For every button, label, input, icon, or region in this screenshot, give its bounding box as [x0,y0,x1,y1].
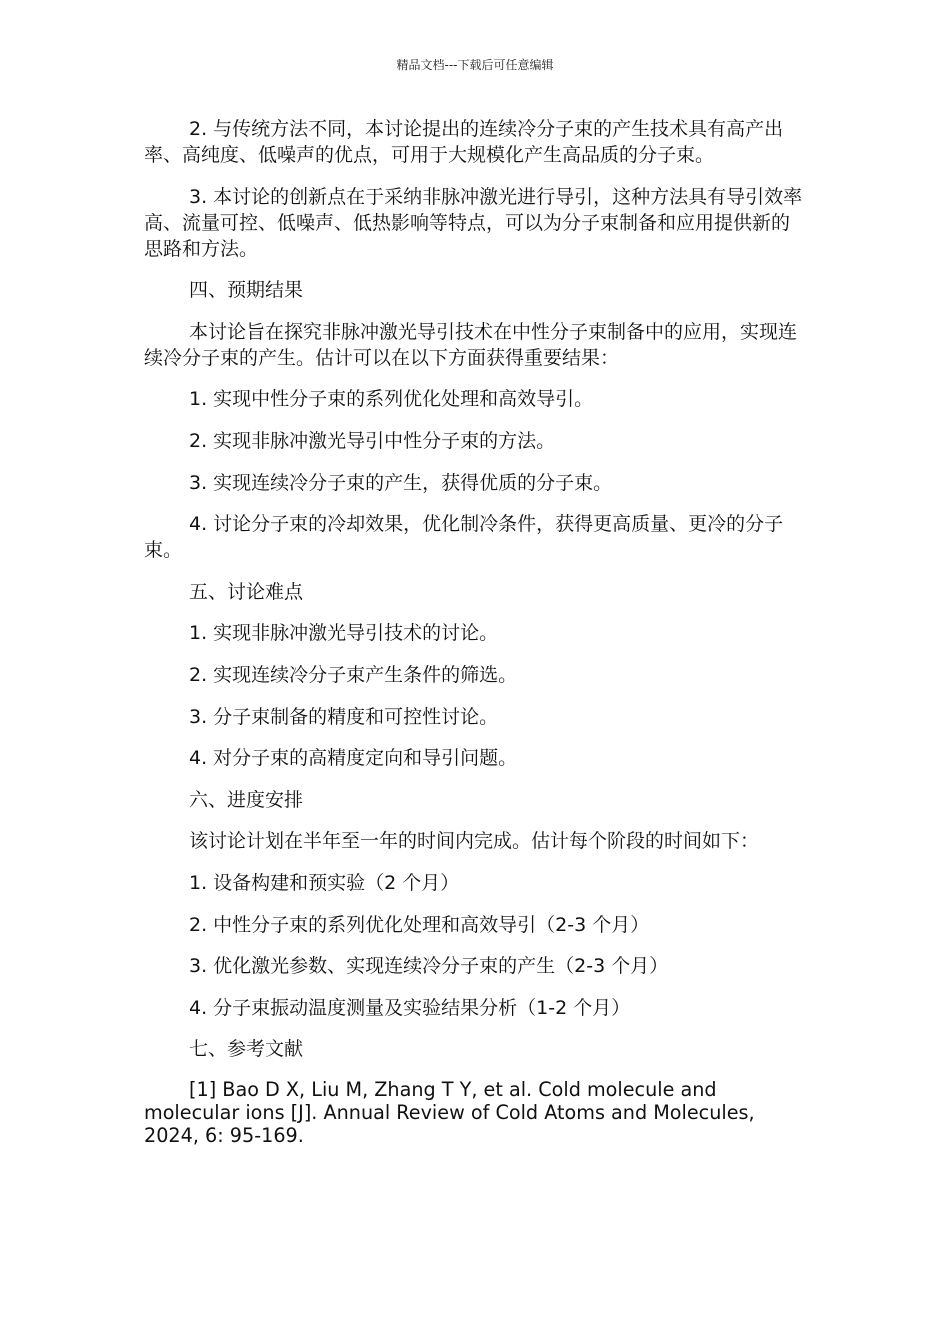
list-item-difficulty-2: 2. 实现连续冷分子束产生条件的筛选。 [189,663,518,686]
list-item-difficulty-1: 1. 实现非脉冲激光导引技术的讨论。 [189,622,499,645]
paragraph-innovation-3: 3. 本讨论的创新点在于采纳非脉冲激光进行导引，这种方法具有导引效率高、流量可控、低噪声、低热影响等特点，可以为分子束制备和应用提供新的思路和方法。 [144,185,803,260]
list-item-difficulty-4: 4. 对分子束的高精度定向和导引问题。 [189,747,518,770]
paragraph-innovation-2: 2. 与传统方法不同，本讨论提出的连续冷分子束的产生技术具有高产出率、高纯度、低噪声的优点，可用于大规模化产生高品质的分子束。 [144,118,784,166]
list-item-schedule-3: 3. 优化激光参数、实现连续冷分子束的产生（2-3 个月） [189,955,669,978]
section-heading-references: 七、参考文献 [189,1038,304,1061]
list-item-schedule-2: 2. 中性分子束的系列优化处理和高效导引（2-3 个月） [189,913,650,936]
list-item-expected-1: 1. 实现中性分子束的系列优化处理和高效导引。 [189,388,594,411]
list-item-schedule-4: 4. 分子束振动温度测量及实验结果分析（1-2 个月） [189,996,631,1019]
page-header: 精品文档---下载后可任意编辑 [396,58,554,72]
section-heading-difficulties: 五、讨论难点 [189,580,304,603]
paragraph-expected-intro: 本讨论旨在探究非脉冲激光导引技术在中性分子束制备中的应用，实现连续冷分子束的产生。估计可以在以下方面获得重要结果： [144,320,798,369]
document-body [144,116,808,1162]
list-item-expected-3: 3. 实现连续冷分子束的产生，获得优质的分子束。 [189,471,613,494]
reference-item-1: [1] Bao D X, Liu M, Zhang T Y, et al. Cold molecule and molecular ions [J]. Annual Review of Cold Atoms and Molecules, 2024, 6: 95-169. [144,1077,755,1147]
section-heading-expected-results: 四、预期结果 [189,279,304,302]
list-item-expected-2: 2. 实现非脉冲激光导引中性分子束的方法。 [189,429,556,452]
section-heading-schedule: 六、进度安排 [189,788,304,811]
list-item-difficulty-3: 3. 分子束制备的精度和可控性讨论。 [189,705,499,728]
paragraph-schedule-intro: 该讨论计划在半年至一年的时间内完成。估计每个阶段的时间如下： [189,830,760,853]
list-item-schedule-1: 1. 设备构建和预实验（2 个月） [189,871,460,894]
list-item-expected-4: 4. 讨论分子束的冷却效果，优化制冷条件，获得更高质量、更冷的分子束。 [144,513,784,562]
